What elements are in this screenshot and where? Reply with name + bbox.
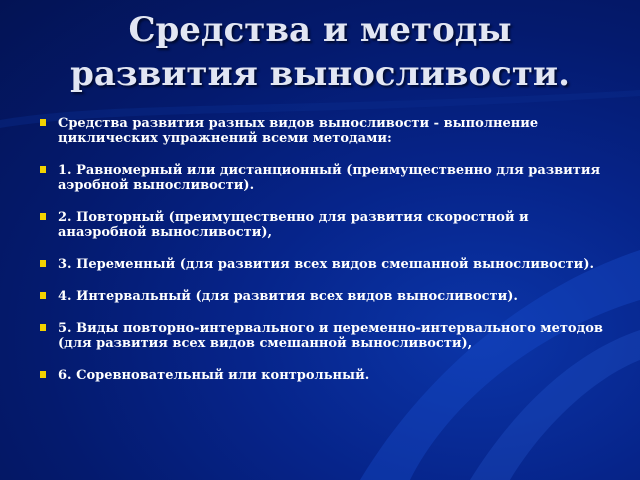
bullet-text: 1. Равномерный или дистанционный (преимущественно для развития аэробной выносливости). xyxy=(58,163,601,193)
bullet-list xyxy=(40,116,615,400)
bullet-item xyxy=(40,289,615,304)
bullet-item xyxy=(40,321,615,351)
bullet-text: 5. Виды повторно-интервального и переменно-интервального методов (для развития всех видов смешанной выносливости), xyxy=(58,321,603,351)
bullet-item xyxy=(40,210,615,240)
bullet-item xyxy=(40,116,615,146)
bullet-text: 3. Переменный (для развития всех видов смешанной выносливости). xyxy=(58,257,594,272)
bullet-item xyxy=(40,163,615,193)
bullet-marker-icon xyxy=(40,166,46,173)
bullet-text: 4. Интервальный (для развития всех видов выносливости). xyxy=(58,289,518,304)
bullet-marker-icon xyxy=(40,260,46,267)
bullet-text: Средства развития разных видов выносливости - выполнение циклических упражнений всеми методами: xyxy=(58,116,539,146)
bullet-item xyxy=(40,257,615,272)
bullet-marker-icon xyxy=(40,324,46,331)
slide-title-line-1: Средства и методы xyxy=(128,10,512,50)
bullet-text: 2. Повторный (преимущественно для развития скоростной и анаэробной выносливости), xyxy=(58,210,529,240)
bullet-marker-icon xyxy=(40,213,46,220)
slide-title-line-2: развития выносливости. xyxy=(70,54,570,94)
bullet-marker-icon xyxy=(40,119,46,126)
slide-title xyxy=(0,8,640,96)
bullet-marker-icon xyxy=(40,371,46,378)
bullet-item xyxy=(40,368,615,383)
bullet-text: 6. Соревновательный или контрольный. xyxy=(58,368,370,383)
bullet-marker-icon xyxy=(40,292,46,299)
